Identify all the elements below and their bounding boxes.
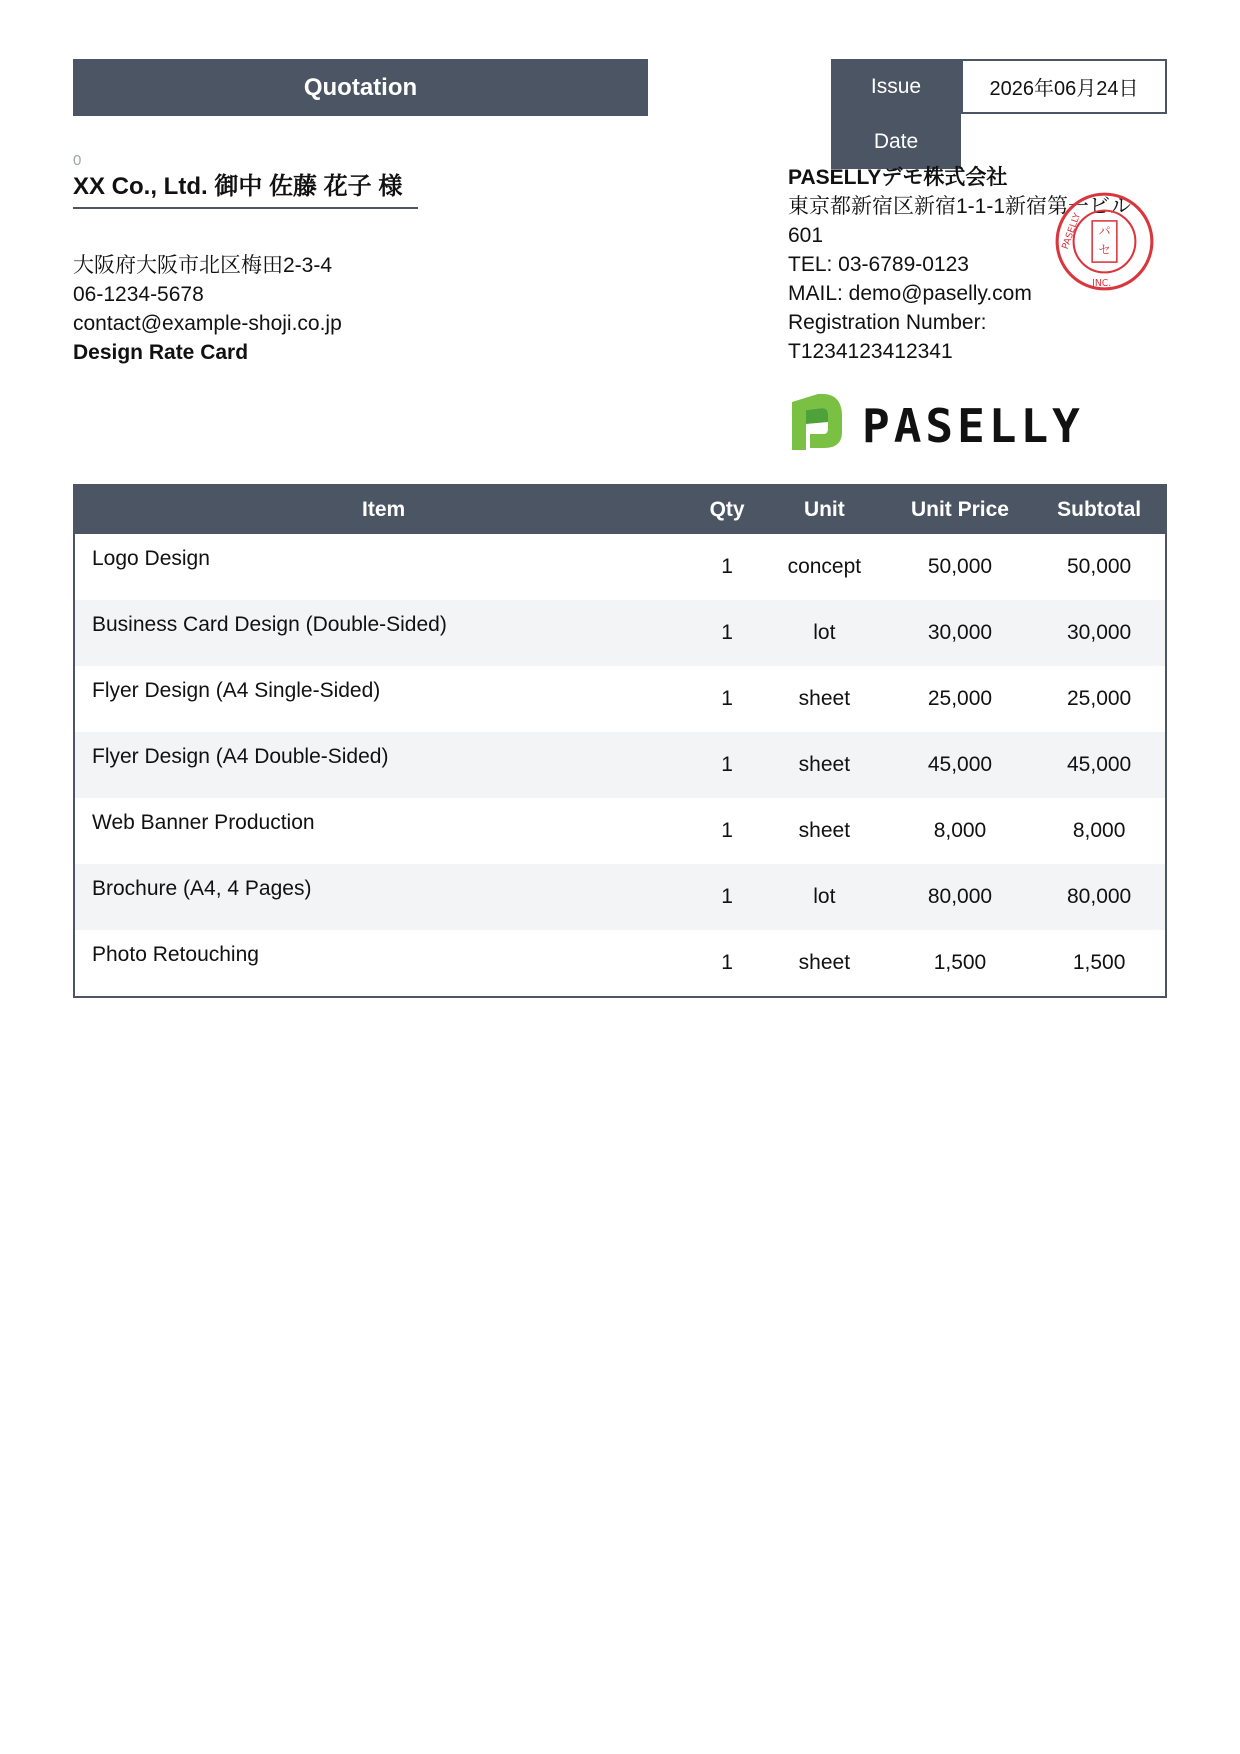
sender-address-line2: 601 (788, 224, 824, 247)
cell-qty: 1 (721, 555, 733, 578)
header-unit: Unit (762, 485, 887, 534)
cell-item: Photo Retouching (92, 943, 259, 966)
header-unit-price: Unit Price (887, 485, 1034, 534)
cell-subtotal: 80,000 (1033, 864, 1166, 930)
cell-qty: 1 (721, 951, 733, 974)
recipient-phone: 06-1234-5678 (73, 283, 204, 306)
cell-subtotal: 45,000 (1033, 732, 1166, 798)
sender-tel: TEL: 03-6789-0123 (788, 253, 969, 276)
cell-unit-price: 45,000 (887, 732, 1034, 798)
svg-text:PASELLY: PASELLY (862, 399, 1084, 452)
cell-item: Flyer Design (A4 Single-Sided) (92, 679, 381, 702)
cell-item: Business Card Design (Double-Sided) (74, 600, 692, 666)
cell-unit-price: 80,000 (887, 864, 1034, 930)
cell-qty: 1 (721, 819, 733, 842)
sender-company: PASELLYデモ株式会社 (788, 166, 1008, 189)
sender-mail: MAIL: demo@paselly.com (788, 282, 1032, 305)
table-row (74, 930, 1166, 997)
table-row (74, 732, 1166, 798)
cell-item: Logo Design (92, 547, 210, 570)
cell-subtotal: 8,000 (1072, 819, 1126, 842)
table-row (74, 864, 1166, 930)
cell-unit-price: 25,000 (927, 687, 993, 710)
cell-unit: sheet (762, 732, 887, 798)
company-seal-stamp (1053, 190, 1156, 293)
svg-text:INC.: INC. (1092, 277, 1112, 289)
cell-qty: 1 (692, 600, 762, 666)
header-subtotal: Subtotal (1033, 485, 1166, 534)
document-title: Quotation (73, 59, 648, 116)
table-row (74, 798, 1166, 864)
cell-unit-price: 1,500 (933, 951, 987, 974)
cell-unit: sheet (798, 951, 851, 974)
issue-date-label-line2: Date (873, 130, 919, 153)
svg-text:PASELLY: PASELLY (1059, 211, 1084, 251)
cell-item: Brochure (A4, 4 Pages) (74, 864, 692, 930)
cell-subtotal: 25,000 (1067, 687, 1132, 710)
cell-unit-price: 30,000 (887, 600, 1034, 666)
recipient-email: contact@example-shoji.co.jp (73, 312, 342, 335)
header-qty: Qty (692, 485, 762, 534)
cell-unit: sheet (798, 687, 851, 710)
issue-date-label-line1: Issue (870, 75, 922, 98)
header-item: Item (74, 485, 692, 534)
recipient-address: 大阪府大阪市北区梅田2-3-4 (73, 254, 333, 277)
sender-address-line1: 東京都新宿区新宿1-1-1新宿第一ビル (788, 195, 1132, 218)
cell-qty: 1 (692, 732, 762, 798)
cell-unit: concept (787, 555, 862, 578)
sender-registration-label: Registration Number: (788, 311, 987, 334)
items-table (73, 484, 1167, 998)
recipient-name: XX Co., Ltd. 御中 佐藤 花子 様 (73, 172, 418, 209)
cell-unit: lot (762, 864, 887, 930)
document-number: 0 (73, 152, 82, 169)
table-row (74, 666, 1166, 732)
svg-text:パ: パ (1098, 224, 1111, 239)
sender-registration-number: T1234123412341 (788, 340, 953, 363)
cell-item: Flyer Design (A4 Double-Sided) (74, 732, 692, 798)
cell-unit: sheet (798, 819, 851, 842)
table-header-row (74, 485, 1166, 534)
cell-subtotal: 50,000 (1067, 555, 1132, 578)
svg-text:セ: セ (1098, 242, 1111, 257)
paselly-logo (788, 392, 1118, 452)
issue-date-value: 2026年06月24日 (961, 59, 1167, 114)
cell-unit-price: 50,000 (927, 555, 993, 578)
table-row (74, 600, 1166, 666)
table-row (74, 534, 1166, 600)
cell-qty: 1 (721, 687, 733, 710)
cell-unit-price: 8,000 (933, 819, 987, 842)
cell-qty: 1 (692, 864, 762, 930)
recipient-info (73, 251, 342, 367)
document-subject: Design Rate Card (73, 341, 249, 364)
cell-subtotal: 1,500 (1072, 951, 1126, 974)
cell-unit: lot (762, 600, 887, 666)
cell-item: Web Banner Production (92, 811, 315, 834)
cell-subtotal: 30,000 (1033, 600, 1166, 666)
issue-date-label (831, 59, 961, 169)
